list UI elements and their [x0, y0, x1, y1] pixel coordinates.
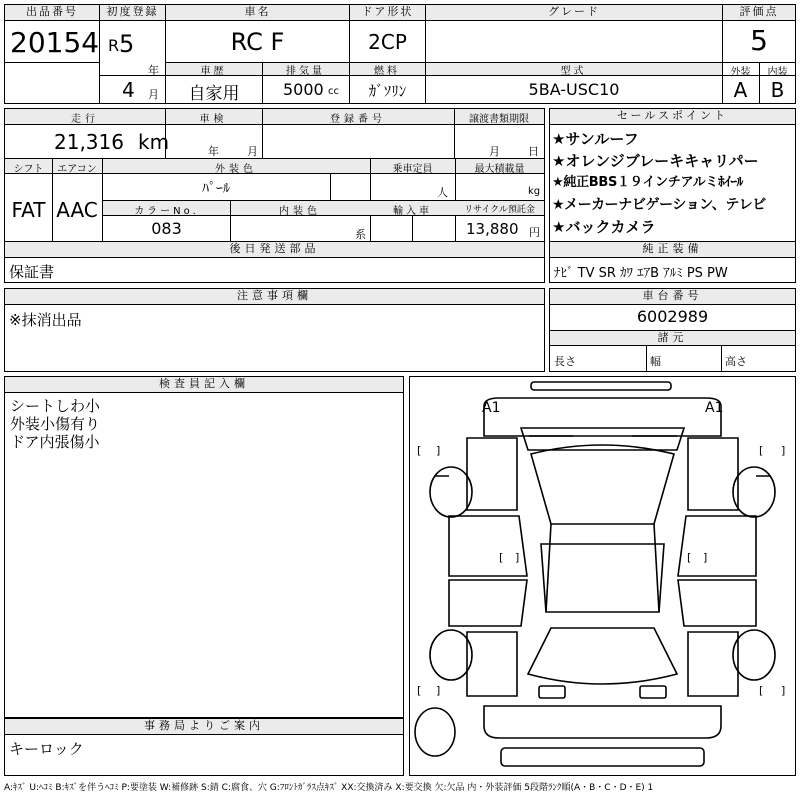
month-value: 4: [122, 78, 135, 102]
svg-text:[: [: [417, 444, 422, 457]
svg-text:]: ]: [781, 444, 786, 457]
spec-length-label: 長さ: [554, 355, 576, 368]
damage-mark-front-left: A1: [482, 400, 501, 416]
equipment-value: ﾅﾋﾞ TV SR ｶﾜ ｴｱB ｱﾙﾐ PS PW: [554, 266, 728, 281]
svg-text:[: [: [687, 551, 692, 564]
recycle-value: 13,880: [466, 220, 519, 238]
sales-point-4: ★メーカーナビゲーション、テレビ: [552, 197, 766, 213]
registration-number-label: 登録番号: [330, 114, 386, 125]
damage-mark-front-right: A1: [705, 400, 724, 416]
car-name-value: RC F: [230, 28, 285, 56]
import-label: 輸入車: [393, 206, 432, 217]
svg-text:[: [: [417, 684, 422, 697]
fuel-label: 燃料: [374, 66, 400, 77]
year-value: 5: [119, 30, 135, 58]
color-no-label: カラーNo.: [134, 206, 199, 217]
notes-value: ※抹消出品: [9, 311, 82, 329]
later-parts-value: 保証書: [9, 263, 55, 281]
sales-point-2: ★オレンジブレーキキャリパー: [552, 152, 759, 170]
inspector-line-3: ドア内張傷小: [10, 433, 100, 451]
transfer-day-unit: 日: [528, 145, 539, 158]
year-unit: 年: [148, 64, 159, 77]
mileage-unit: km: [138, 130, 170, 154]
recycle-label: リサイクル預託金: [464, 205, 535, 215]
exterior-value: A: [733, 78, 748, 102]
displacement-unit: cc: [328, 86, 339, 97]
office-label: 事務局よりご案内: [5, 719, 403, 735]
history-value: 自家用: [188, 84, 240, 104]
legend-footer: A:ｷｽﾞ U:ﾍｺﾐ B:ｷｽﾞを伴うﾍｺﾐ P:要塗装 W:補修跡 S:錆 C:腐食、穴 G:ﾌﾛﾝﾄｶﾞﾗｽ点ｷｽﾞ XX:交換済み X:要交換 欠:欠品 内・外装評価 5段階ﾗﾝｸ順(A・B・C・D・E) 1: [4, 783, 654, 793]
max-load-unit: kg: [528, 186, 541, 197]
exterior-label: 外装: [730, 67, 751, 78]
door-shape-label: ドア形状: [350, 5, 425, 21]
svg-text:]: ]: [515, 551, 520, 564]
sales-point-1: ★サンルーフ: [552, 130, 639, 148]
sales-point-3: ★純正BBS１９インチアルミﾎｲｰﾙ: [552, 175, 743, 190]
lot-number-value: 20154: [10, 26, 100, 59]
sales-point-5: ★バックカメラ: [552, 218, 656, 236]
fuel-value: ｶﾞｿﾘﾝ: [368, 82, 407, 100]
era-value: R: [108, 36, 120, 55]
aircon-value: AAC: [56, 198, 98, 222]
interior-color-unit: 系: [355, 228, 366, 241]
inspector-line-1: シートしわ小: [10, 397, 101, 415]
shift-label: シフト: [13, 164, 44, 175]
svg-text:[: [: [759, 444, 764, 457]
grade-label: グレード: [426, 5, 722, 21]
score-label: 評価点: [723, 5, 795, 21]
interior-label: 内装: [767, 67, 788, 78]
inspector-line-2: 外装小傷有り: [10, 415, 101, 433]
exterior-color-value: ﾊﾟｰﾙ: [202, 181, 230, 197]
mileage-value: 21,316: [54, 130, 124, 154]
transfer-month-unit: 月: [489, 145, 500, 158]
car-name-label: 車名: [166, 5, 349, 21]
door-shape-value: 2CP: [368, 30, 407, 54]
chassis-value: 6002989: [636, 307, 709, 326]
displacement-value: 5000: [283, 80, 324, 99]
svg-text:]: ]: [703, 551, 708, 564]
interior-color-label: 内装色: [279, 206, 321, 217]
equipment-label: 純正装備: [550, 242, 795, 258]
interior-value: B: [770, 78, 785, 102]
capacity-label: 乗車定員: [392, 164, 433, 175]
inspection-month-unit: 月: [247, 145, 258, 158]
svg-text:[: [: [499, 551, 504, 564]
later-parts-label: 後日発送部品: [5, 242, 544, 258]
model-value: 5BA-USC10: [528, 80, 620, 99]
displacement-label: 排気量: [286, 66, 325, 77]
svg-text:[: [: [759, 684, 764, 697]
max-load-label: 最大積載量: [474, 164, 525, 175]
month-unit: 月: [148, 88, 159, 101]
model-label: 型式: [560, 66, 587, 77]
notes-label: 注意事項欄: [5, 289, 544, 305]
car-body-diagram: [409, 376, 796, 776]
recycle-unit: 円: [529, 226, 540, 239]
sales-points-label: セールスポイント: [550, 109, 795, 125]
aircon-label: エアコン: [57, 164, 97, 175]
svg-text:]: ]: [436, 444, 441, 457]
svg-text:]: ]: [781, 684, 786, 697]
exterior-color-label: 外装色: [215, 164, 257, 175]
specs-label: 諸元: [550, 331, 795, 346]
first-registration-label: 初度登録: [100, 5, 165, 21]
svg-text:]: ]: [436, 684, 441, 697]
score-value: 5: [750, 24, 768, 57]
inspection-label: 車検: [199, 114, 228, 125]
shift-value: FAT: [11, 198, 46, 222]
inspection-year-unit: 年: [208, 145, 219, 158]
transfer-deadline-label: 譲渡書類期限: [469, 114, 529, 125]
office-value: キーロック: [9, 740, 84, 758]
chassis-label: 車台番号: [550, 289, 795, 305]
color-no-value: 083: [151, 219, 182, 238]
spec-height-label: 高さ: [725, 355, 747, 368]
inspector-label: 検査員記入欄: [5, 377, 403, 393]
capacity-unit: 人: [437, 186, 448, 199]
history-label: 車歴: [200, 66, 227, 77]
lot-number-label: 出品番号: [5, 5, 99, 21]
mileage-label: 走行: [71, 114, 99, 125]
spec-width-label: 幅: [650, 355, 661, 368]
